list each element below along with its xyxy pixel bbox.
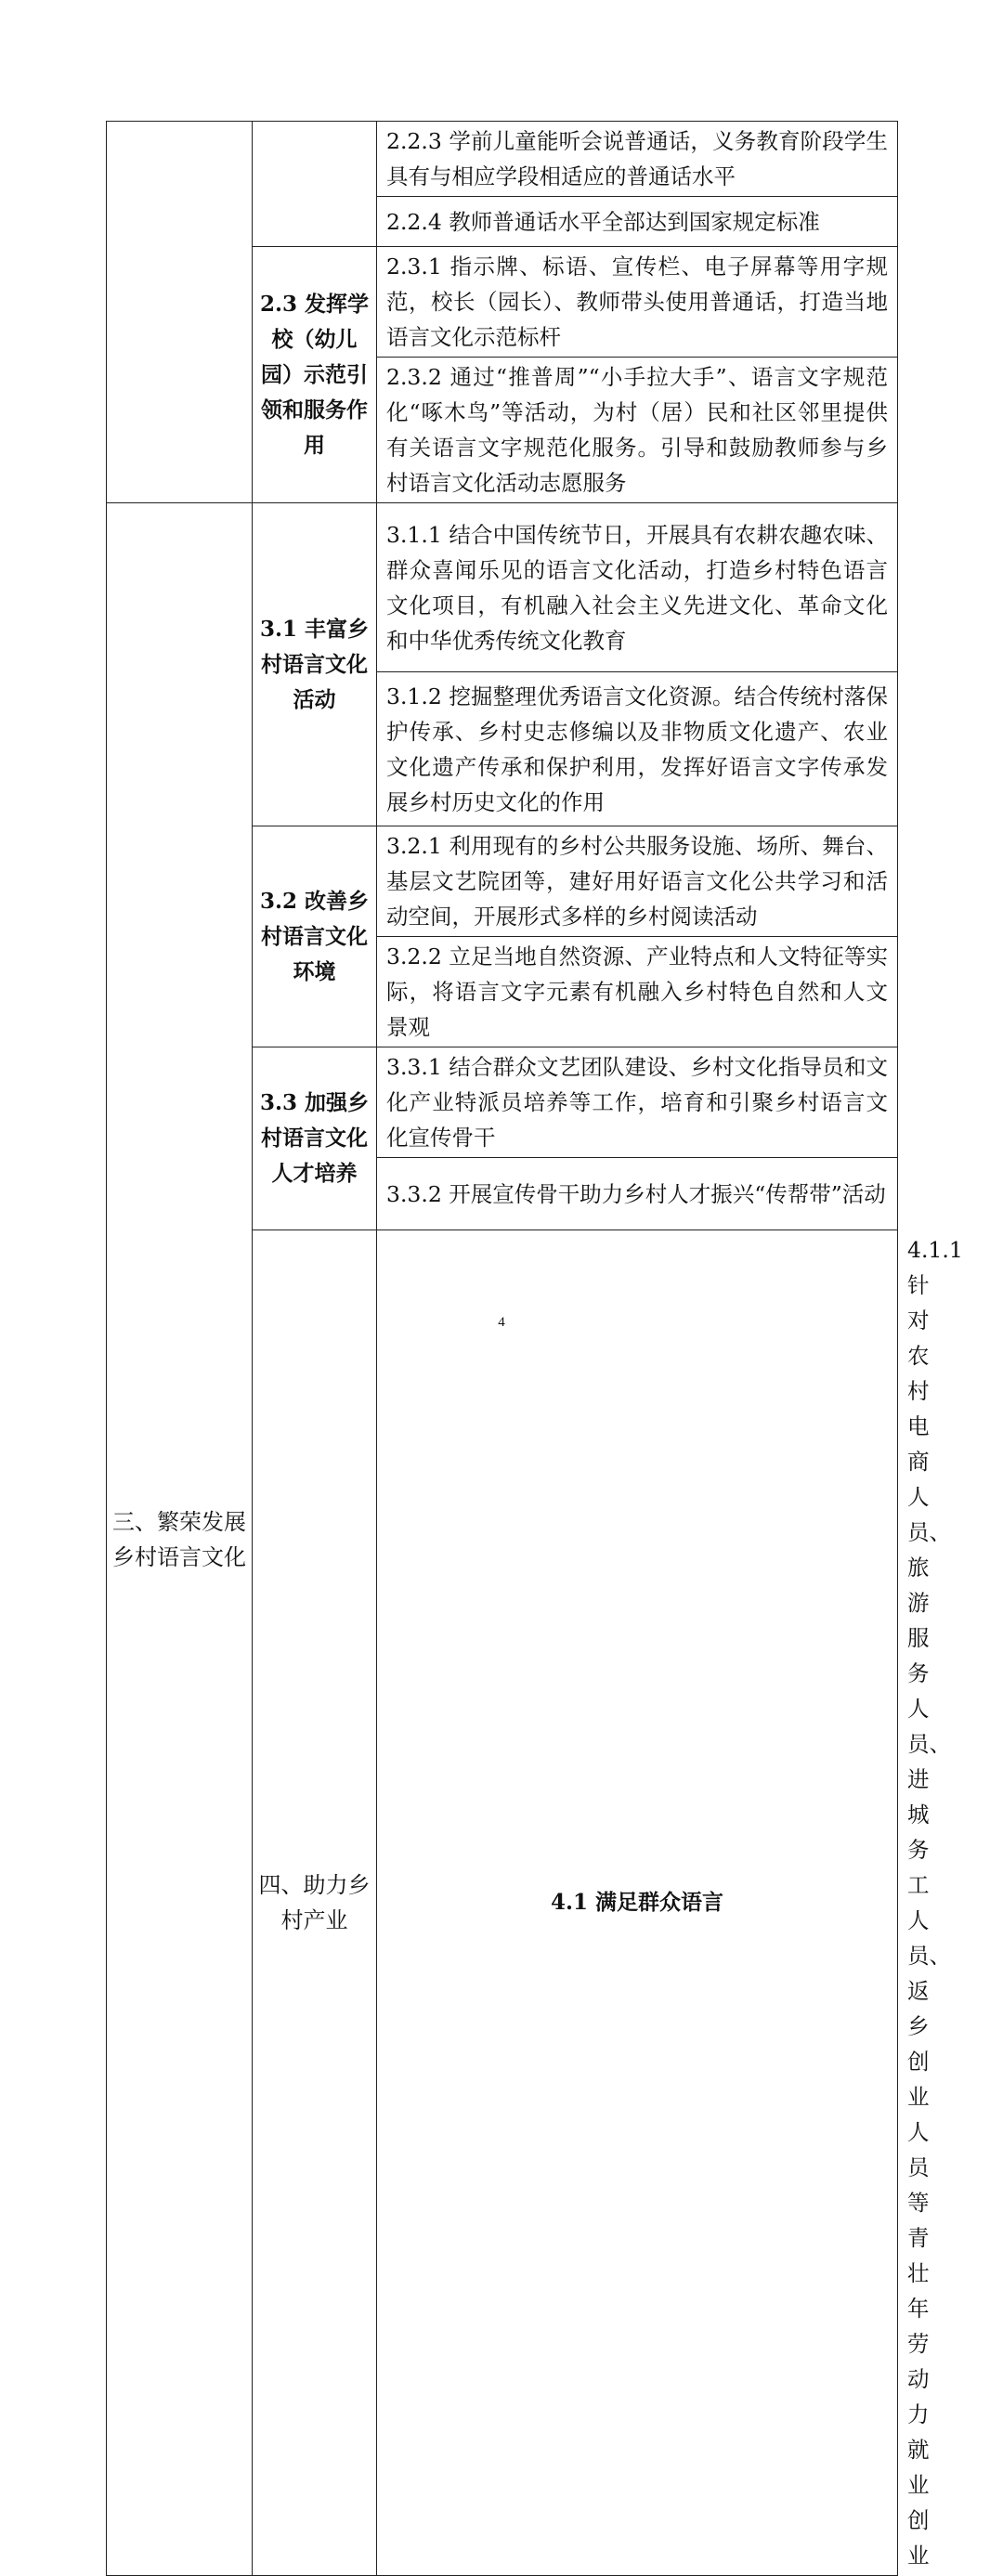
subcategory-3-1 bbox=[253, 503, 377, 826]
subcategory-3-2-label: 3.2 改善乡村语言文化环境 bbox=[259, 888, 370, 984]
item-2-3-1: 2.3.1 指示牌、标语、宣传栏、电子屏幕等用字规范，校长（园长）、教师带头使用普通话，打造当地语言文化示范标杆 bbox=[377, 247, 898, 358]
item-3-3-1: 3.3.1 结合群众文艺团队建设、乡村文化指导员和文化产业特派员培养等工作，培育和引聚乡村语言文化宣传骨干 bbox=[377, 1047, 898, 1158]
category-4 bbox=[253, 1230, 377, 2576]
subcategory-3-3 bbox=[253, 1047, 377, 1230]
subcategory-4-1 bbox=[377, 1230, 898, 2576]
item-3-1-1: 3.1.1 结合中国传统节日，开展具有农耕农趣农味、群众喜闻乐见的语言文化活动，打造乡村特色语言文化项目，有机融入社会主义先进文化、革命文化和中华优秀传统文化教育 bbox=[377, 503, 898, 672]
item-2-2-3: 2.2.3 学前儿童能听会说普通话，义务教育阶段学生具有与相应学段相适应的普通话水平 bbox=[377, 122, 898, 197]
category-cell-2 bbox=[107, 122, 253, 503]
category-3-label: 三、繁荣发展乡村语言文化 bbox=[112, 1508, 246, 1570]
subcategory-cell-22 bbox=[253, 122, 377, 247]
category-4-label: 四、助力乡村产业 bbox=[258, 1872, 371, 1933]
page-number: 4 bbox=[498, 1315, 505, 1330]
subcategory-3-1-label: 3.1 丰富乡村语言文化活动 bbox=[259, 616, 370, 712]
subcategory-2-3 bbox=[253, 247, 377, 503]
subcategory-3-2 bbox=[253, 826, 377, 1047]
item-2-2-4: 2.2.4 教师普通话水平全部达到国家规定标准 bbox=[377, 197, 898, 247]
item-3-3-2: 3.3.2 开展宣传骨干助力乡村人才振兴“传帮带”活动 bbox=[377, 1158, 898, 1230]
item-3-2-1: 3.2.1 利用现有的乡村公共服务设施、场所、舞台、基层文艺院团等，建好用好语言文化公共学习和活动空间，开展形式多样的乡村阅读活动 bbox=[377, 826, 898, 937]
subcategory-3-3-label: 3.3 加强乡村语言文化人才培养 bbox=[259, 1090, 370, 1186]
item-3-1-2: 3.1.2 挖掘整理优秀语言文化资源。结合传统村落保护传承、乡村史志修编以及非物质文化遗产、农业文化遗产传承和保护利用，发挥好语言文字传承发展乡村历史文化的作用 bbox=[377, 672, 898, 826]
item-3-2-2: 3.2.2 立足当地自然资源、产业特点和人文特征等实际，将语言文字元素有机融入乡村特色自然和人文景观 bbox=[377, 937, 898, 1047]
indicator-table: 2.2.3 学前儿童能听会说普通话，义务教育阶段学生具有与相应学段相适应的普通话水平 2.2.4 教师普通话水平全部达到国家规定标准 2.3 发挥学校（幼儿园）示范引领和服务作用 2.3.1 指示牌、标语、宣传栏、电子屏幕等用字规范，校长（园长）、教师带头使用普通话，打造当地语言文化示范标杆 2.3.2 通过“推普周”“小手拉大手”、语言文字规范化“啄木鸟”等活动，为村（居）民和社区邻里提供有关语言文字规范化服务。引导和鼓励教师参与乡村语言文化活动志愿服务 三、繁荣发展乡村语言文化 3.1 丰富乡村语言文化活动 3.1.1 结合中国传统节日，开展具有农耕农趣农味、群众喜闻乐见的语言文化活动，打造乡村特色语言文化项目，有机融入社会主义先进文化、革命文化和中华优秀传统文化教育 3.1.2 挖掘整理优秀语言文化资源。结合传统村落保护传承、乡村史志修编以及非物质文化遗产、农业文化遗产传承和保护利用，发挥好语言文字传承发展乡村历史文化的作用 3.2 改善乡村语言文化环境 3.2.1 利用现有的乡村公共服务设施、场所、舞台、基层文艺院团等，建好用好语言文化公共学习和活动空间，开展形式多样的乡村阅读活动 3.2.2 立足当地自然资源、产业特点和人文特征等实际，将语言文字元素有机融入乡村特色自然和人文景观 3.3 加强乡村语言文化人才培养 3.3.1 结合群众文艺团队建设、乡村文化指导员和文化产业特派员培养等工作，培育和引聚乡村语言文化宣传骨干 3.3.2 开展宣传骨干助力乡村人才振兴“传帮带”活动 四、助力乡村产业 4.1 满足群众语言 4.1.1 针对农村电商人员、旅游服务人员、进城务工人员、返乡创业人员等青壮年劳动力就业创业 bbox=[106, 121, 898, 2576]
subcategory-4-1-label: 4.1 满足群众语言 bbox=[550, 1890, 724, 1915]
subcategory-2-3-label: 2.3 发挥学校（幼儿园）示范引领和服务作用 bbox=[259, 291, 370, 458]
item-2-3-2: 2.3.2 通过“推普周”“小手拉大手”、语言文字规范化“啄木鸟”等活动，为村（居）民和社区邻里提供有关语言文字规范化服务。引导和鼓励教师参与乡村语言文化活动志愿服务 bbox=[377, 358, 898, 503]
category-3 bbox=[107, 503, 253, 2576]
